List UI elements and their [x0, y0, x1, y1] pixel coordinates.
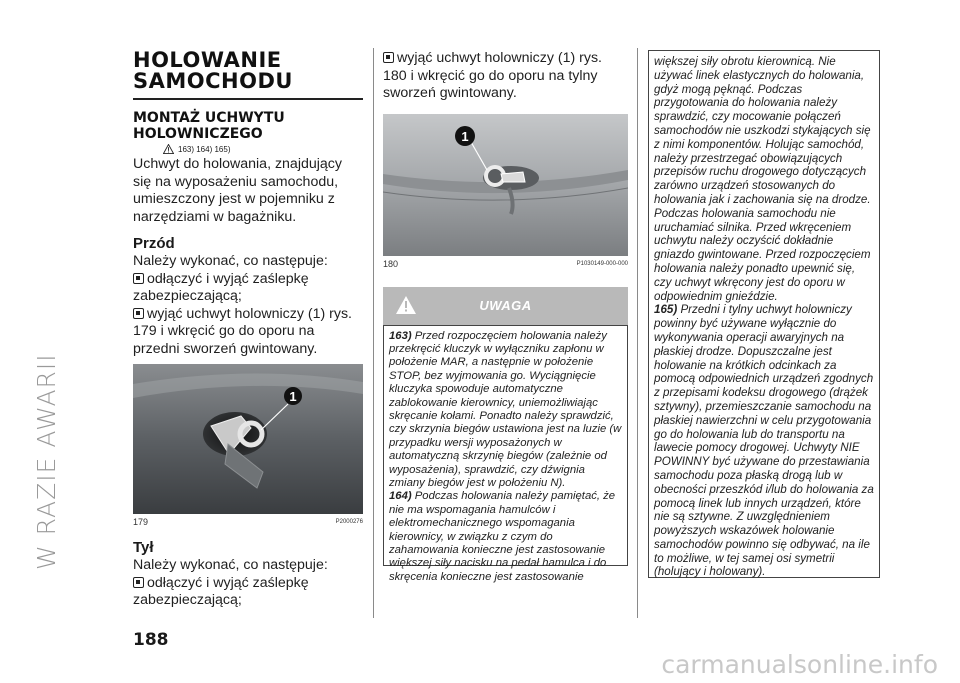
figure-179-code: P2000276 [335, 519, 363, 525]
note-163-number: 163) [389, 329, 412, 342]
intro-paragraph: Uchwyt do holowania, znajdujący się na wyposażeniu samochodu, umieszczony jest w pojemniku z narzędziami w bagażniku. [133, 156, 342, 225]
front-bumper-illustration [133, 364, 363, 514]
warning-box-continued [648, 50, 880, 578]
column-divider-1 [373, 48, 374, 618]
column-1 [133, 50, 363, 610]
note-164-continued: większej siły obrotu kierownicą. Nie używać linek elastycznych do holowania, gdyż mogą pęknąć. Podczas przygotowania do holowania należy sprawdzić, czy mocowanie połączeń samochodów nie uszkodzi stykających się z nimi komponentów. Holując samochód, należy przestrzegać obowiązujących przepisów ruchu drogowego dotyczących zarówno urządzeń stosowanych do holowania jak i zachowania się na drodze. Podczas holowania samochodu nie uruchamiać silnika. Przed wkręceniem uchwytu należy oczyścić dokładnie gniazdo gwintowane. Przed rozpoczęciem holowania należy ponadto upewnić się, czy uchwyt wkręcony jest do oporu w odpowiednim gnieździe. [654, 55, 871, 303]
note-165-number: 165) [654, 303, 678, 317]
section-side-title-text: W RAZIE AWARII [32, 353, 61, 570]
page-number: 188 [133, 630, 169, 650]
figure-179-number: 179 [133, 517, 149, 527]
bullet-icon [133, 273, 144, 284]
warning-refs-text: 163) 164) 165) [178, 144, 231, 154]
column-divider-2 [637, 48, 638, 618]
figure-180-callout: 1 [461, 128, 469, 144]
figure-180-photo [383, 114, 628, 256]
figure-179-caption [133, 517, 363, 527]
note-164: 164) Podczas holowania należy pamiętać, że nie ma wspomagania hamulców i elektromechanicznego wspomagania kierownicy, w związku z czym do zahamowania konieczne jest zastosowanie większej siły nacisku na pedał hamulca i do skręcenia konieczne jest zastosowanie [389, 490, 616, 583]
watermark: carmanualsonline.info [661, 650, 938, 679]
page-title-line1: HOLOWANIE [133, 48, 282, 72]
rear-intro: Należy wykonać, co następuje: [133, 557, 328, 573]
warning-header [383, 287, 628, 325]
rear-step-2: wyjąć uchwyt holowniczy (1) rys. 180 i wkręcić go do oporu na tylny sworzeń gwintowany. [383, 50, 602, 101]
figure-180-code: P1030149-000-000 [576, 260, 628, 267]
rear-bumper-illustration [383, 114, 628, 256]
front-step-1: odłączyć i wyjąć zaślepkę zabezpieczającą; [133, 270, 309, 304]
figure-179-callout: 1 [289, 389, 297, 404]
front-intro: Należy wykonać, co następuje: [133, 253, 328, 269]
bullet-icon [133, 308, 144, 319]
section-heading-line1: MONTAŻ UCHWYTU [133, 110, 285, 126]
note-163: 163) Przed rozpoczęciem holowania należy przekręcić kluczyk w wyłączniku zapłonu w położenie MAR, a następnie w położenie STOP, bez wyjmowania go. Wyciągnięcie kluczyka spowoduje automatyczne zablokowanie kierownicy, uniemożliwiając skręcanie kołami. Ponadto należy sprawdzić, czy skrzynia biegów ustawiona jest na luzie (w przypadku wersji wyposażonych w automatyczną skrzynię biegów (zależnie od wyposażenia), sprawdzić, czy dźwignia zmiany biegów jest w położeniu N). [389, 329, 622, 489]
column-2 [383, 50, 628, 583]
note-165: 165) Przedni i tylny uchwyt holowniczy powinny być używane wyłącznie do wykonywania operacji awaryjnych na płaskiej drodze. Dopuszczalne jest holowanie na krótkich odcinkach za pomocą odpowiednich urządzeń zgodnych z przepisami kodeksu drogowego (drążek sztywny), przemieszczanie samochodu na płaskiej nawierzchni w celu przygotowania go do holowania lub do transportu na lawecie pomocy drogowej. Uchwyty NIE POWINNY być używane do przestawiania samochodu poza płaską drogą lub w obecności przeszkód i/lub do holowania za pomocą linek lub innych urządzeń, które nie są sztywne. Z uwzględnieniem powyższych wskazówek holowanie samochodów powinno się odbywać, na ile to możliwe, w tej samej osi symetrii (holujący i holowany). [654, 303, 874, 579]
front-step-2: wyjąć uchwyt holowniczy (1) rys. 179 i wkręcić go do oporu na przedni sworzeń gwintowany. [133, 305, 352, 357]
figure-180-number: 180 [383, 258, 399, 269]
title-rule [133, 98, 363, 100]
rear-step-1: odłączyć i wyjąć zaślepkę zabezpieczającą; [133, 574, 309, 608]
note-164-number: 164) [389, 490, 412, 503]
rear-heading: Tył [133, 539, 154, 556]
page-title-line2: SAMOCHODU [133, 69, 293, 93]
figure-179-photo [133, 364, 363, 514]
warning-label: UWAGA [479, 297, 532, 313]
bullet-icon [133, 577, 144, 588]
section-heading-line2: HOLOWNICZEGO [133, 126, 263, 142]
warning-box [383, 325, 628, 583]
warning-refs [163, 144, 363, 154]
column-3 [648, 50, 880, 578]
bullet-icon [383, 52, 394, 63]
front-heading: Przód [133, 235, 175, 252]
warning-icon [163, 144, 174, 154]
figure-180-caption [383, 259, 628, 269]
